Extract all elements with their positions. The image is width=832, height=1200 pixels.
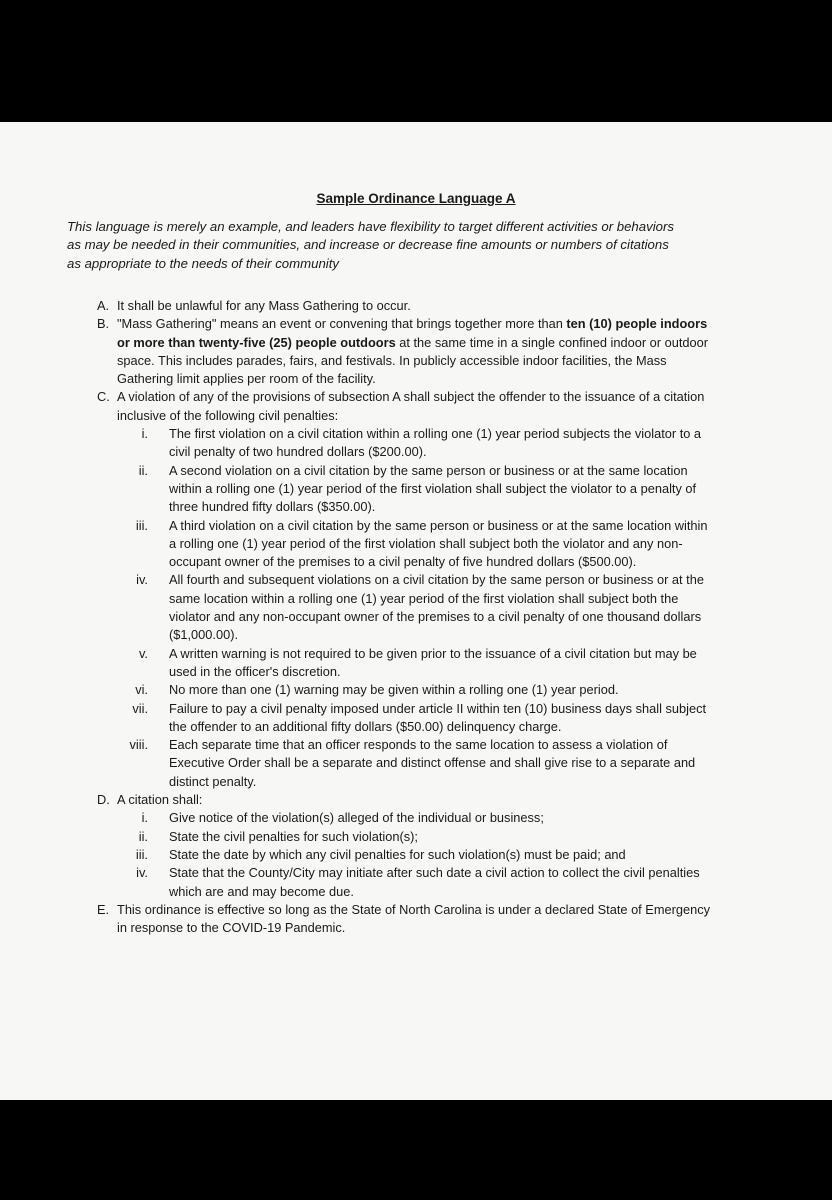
item-marker: C. <box>97 389 110 405</box>
subitem-marker: iii. <box>135 517 148 533</box>
subitem-marker: i. <box>141 426 148 442</box>
subitem-c-iii <box>0 517 832 572</box>
item-text-bold: ten (10) people indoors or more than twenty-five (25) people outdoors <box>117 316 708 350</box>
subitem-marker: iv. <box>136 865 148 881</box>
subitem-text: State the civil penalties for such violation(s); <box>169 828 418 844</box>
item-text: A violation of any of the provisions of subsection A shall subject the offender to the issuance of a citation inclusive of the following civil penalties: <box>117 389 705 423</box>
subitem-d-i <box>0 809 832 827</box>
item-marker: B. <box>97 316 110 332</box>
subitem-text: All fourth and subsequent violations on a civil citation by the same person or business or at the same location within a rolling one (1) year period of the first violation shall subject both the violator and any non-occupant owner of the premises to a civil penalty of one thousand dollars ($1,000.00). <box>169 572 704 643</box>
subitem-c-ii <box>0 462 832 517</box>
intro-line: as appropriate to the needs of their community <box>67 255 339 271</box>
subitem-c-iv <box>0 571 832 644</box>
subitem-c-vii <box>0 700 832 737</box>
document-title: Sample Ordinance Language A <box>316 191 516 206</box>
subitem-text: A written warning is not required to be given prior to the issuance of a civil citation but may be used in the officer's discretion. <box>169 645 697 679</box>
subitem-marker: i. <box>141 810 148 826</box>
item-a <box>0 297 832 315</box>
ordinance-list <box>0 297 832 937</box>
item-marker: A. <box>97 298 110 313</box>
subitem-marker: vii. <box>132 700 148 716</box>
subitem-d-ii <box>0 828 832 846</box>
item-text: A citation shall: <box>117 792 203 808</box>
document-page <box>0 122 832 1100</box>
subitem-marker: viii. <box>129 737 148 753</box>
item-b <box>0 315 832 388</box>
subitem-c-i <box>0 425 832 462</box>
item-text-part: "Mass Gathering" means an event or convening that brings together more than <box>117 316 567 332</box>
subitem-text: Each separate time that an officer responds to the same location to assess a violation of Executive Order shall be a separate and distinct offense and shall give rise to a separate and distinct penalty. <box>169 737 696 789</box>
subitem-text: State the date by which any civil penalties for such violation(s) must be paid; and <box>169 846 626 862</box>
subitem-text: A third violation on a civil citation by the same person or business or at the same location within a rolling one (1) year period of the first violation shall subject both the violator and any non-occupant owner of the premises to a civil penalty of five hundred dollars ($500.00). <box>169 517 708 570</box>
item-c <box>0 388 832 425</box>
subitem-marker: ii. <box>138 828 148 844</box>
subitem-text: The first violation on a civil citation within a rolling one (1) year period subjects the violator to a civil penalty of two hundred dollars ($200.00). <box>169 426 702 460</box>
intro-note <box>67 218 767 273</box>
intro-line: as may be needed in their communities, and increase or decrease fine amounts or numbers of citations <box>67 237 669 253</box>
item-d <box>0 791 832 809</box>
item-text-part: at the same time in a single confined indoor or outdoor space. This includes parades, fairs, and festivals. In publicly accessible indoor facilities, the Mass Gathering limit applies per room of the facility. <box>117 334 709 387</box>
item-text: This ordinance is effective so long as the State of North Carolina is under a declared State of Emergency in response to the COVID-19 Pandemic. <box>117 901 711 936</box>
subitem-marker: v. <box>138 645 148 661</box>
subitem-text: Failure to pay a civil penalty imposed under article II within ten (10) business days shall subject the offender to an additional fifty dollars ($50.00) delinquency charge. <box>169 700 707 734</box>
item-marker: E. <box>97 901 110 917</box>
item-e <box>0 901 832 938</box>
subitem-c-vi <box>0 681 832 699</box>
subitem-text: No more than one (1) warning may be given within a rolling one (1) year period. <box>169 682 619 698</box>
subitem-marker: vi. <box>135 682 148 698</box>
subitem-c-v <box>0 645 832 682</box>
item-text <box>117 315 712 388</box>
subitem-d-iii <box>0 846 832 864</box>
subitem-d-iv <box>0 864 832 901</box>
item-marker: D. <box>97 792 110 808</box>
subitem-c-viii <box>0 736 832 791</box>
subitem-marker: ii. <box>138 462 148 478</box>
subitem-marker: iv. <box>136 572 148 588</box>
item-text: It shall be unlawful for any Mass Gathering to occur. <box>117 298 411 313</box>
intro-line: This language is merely an example, and leaders have flexibility to target different activities or behaviors <box>67 219 674 234</box>
subitem-marker: iii. <box>135 846 148 862</box>
subitem-text: A second violation on a civil citation by the same person or business or at the same location within a rolling one (1) year period of the first violation shall subject the violator to a penalty of three hundred fifty dollars ($350.00). <box>169 462 697 515</box>
subitem-text: State that the County/City may initiate after such date a civil action to collect the civil penalties which are and may become due. <box>169 865 700 899</box>
subitem-text: Give notice of the violation(s) alleged of the individual or business; <box>169 810 544 826</box>
